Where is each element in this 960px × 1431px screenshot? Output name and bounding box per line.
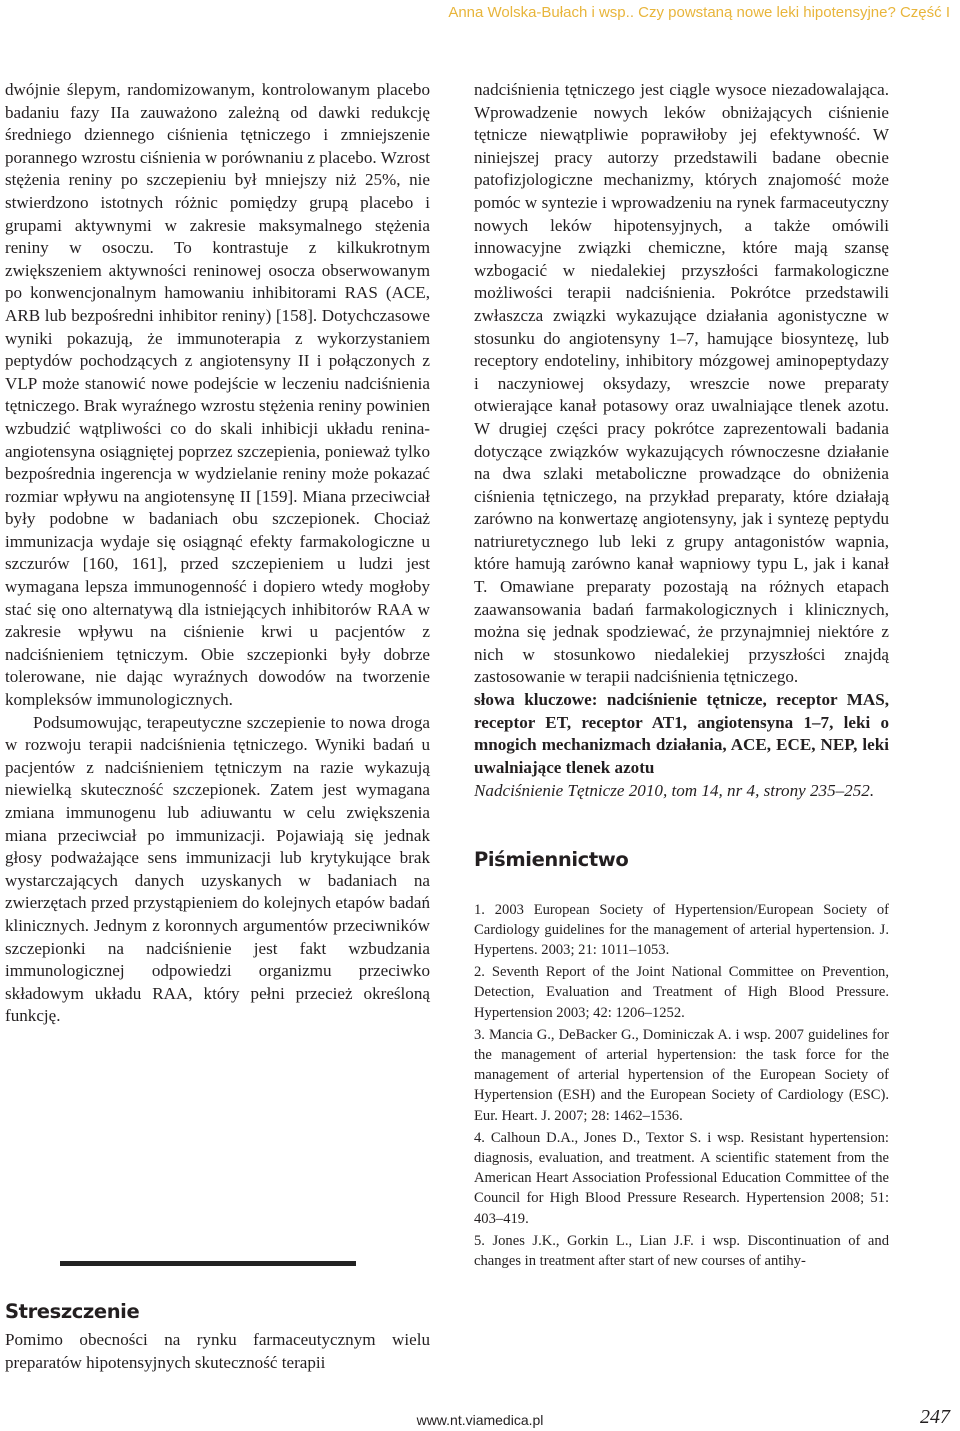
reference-item: 5. Jones J.K., Gorkin L., Lian J.F. i wsp. Discontinuation of and changes in treatment after start of new courses of antihy- — [474, 1232, 889, 1270]
abstract-text-continuation: nadciśnienia tętniczego jest ciągle wysoce niezadowalająca. Wprowadzenie nowych leków obniżających ciśnienie tętnicze niewątpliwie poprawiłoby jej efektywność. W niniejszej pracy autorzy przedstawili badane obecnie patofizjologiczne mechanizmy, których znajomość może pomóc w syntezie i wprowadzeniu na rynek farmaceutyczny nowych leków hipotensyjnych, a także omówili innowacyjne związki chemiczne, które mają szansę wzbogacić w niedalekiej przyszłości farmakologiczne możliwości terapii nadciśnienia. Pokrótce przedstawili zwłaszcza związki wykazujące działania agonistyczne w stosunku do angiotensyny 1–7, hamujące biosyntezę, lub receptory endoteliny, inhibitory mózgowej aminopeptydazy i naczyniowej oksydazy, wreszcie nowe preparaty otwierające kanał potasowy oraz uwalniające tlenek azotu. W drugiej części pracy pokrótce zaprezentowali badania dotyczące związków wykazujących równoczesne działanie na dwa szlaki metaboliczne prowadzące do obniżenia ciśnienia tętniczego, na przykład preparaty, które działają zarówno na konwertazę angiotensyny, jak i syntezę peptydu natriuretycznego lub leki z grupy antagonistów wapnia, które hamują zarówno kanał wapniowy typu L, jak i kanał T. Omawiane preparaty pozostają na różnych etapach zaawansowania badań farmakologicznych i klinicznych, można się jednak spodziewać, że przynajmniej niektóre z nich w stosunkowo niedalekiej przyszłości znajdą zastosowanie w terapii nadciśnienia tętniczego. — [474, 80, 889, 687]
keywords — [474, 689, 889, 779]
references-heading: Piśmiennictwo — [474, 848, 629, 871]
references-list — [474, 900, 889, 1272]
body-paragraph: dwójnie ślepym, randomizowanym, kontrolowanym placebo badaniu fazy IIa zauważono zależną od dawki redukcję średniego dziennego ciśnienia tętniczego i zmniejszenie porannego wzrostu ciśnienia w porównaniu z placebo. Wzrost stężenia reniny po szczepieniu był mniejszy niż 25%, nie stwierdzono istotnych różnic pomiędzy grupą placebo i grupami aktywnymi w zakresie maksymalnego stężenia reniny w osoczu. To kontrastuje z kilkukrotnym zwiększeniem aktywności reninowej osocza obserwowanym po konwencjonalnym hamowaniu inhibitorami RAS (ACE, ARB lub bezpośredni inhibitor reniny) [158]. Dotychczasowe wyniki pokazują, że immunoterapia z wykorzystaniem peptydów pochodzących z angiotensyny II i połączonych z VLP może stanowić nowe podejście w leczeniu nadciśnienia tętniczego. Brak wyraźnego wzrostu stężenia reniny powinien wzbudzić wątpliwości co do skali inhibicji układu renina-angiotensyna osiągniętej poprzez szczepienia, ponieważ tylko bezpośrednia ingerencja w wydzielanie reniny może pokazać rozmiar wpływu na angiotensynę II [159]. Miana przeciwciał były podobne w badaniach obu szczepionek. Chociaż immunizacja wydaje się osiągnąć efekty farmakologiczne u szczurów [160, 161], przed szczepieniem u ludzi jest wymagana lepsza immunogenność i dopiero wtedy mogłoby stać się ono alternatywą dla istniejących inhibitorów RAA w zakresie wpływu na ciśnienie krwi u pacjentów z nadciśnieniem tętniczym. Obie szczepionki były dobrze tolerowane, nie dając wyraźnych dowodów na tworzenie kompleksów immunologicznych. — [5, 80, 430, 710]
reference-item: 2. Seventh Report of the Joint National Committee on Prevention, Detection, Evaluation and Treatment of High Blood Pressure. Hypertension 2003; 42: 1206–1252. — [474, 964, 889, 1021]
running-header: Anna Wolska-Bułach i wsp.. Czy powstaną nowe leki hipotensyjne? Część I — [448, 4, 950, 21]
keywords-text: nadciśnienie tętnicze, receptor MAS, receptor ET, receptor AT1, angiotensyna 1–7, leki o mnogich mechanizmach działania, ACE, ECE, NEP, leki uwalniające tlenek azotu — [474, 690, 889, 777]
keywords-label: słowa kluczowe: — [474, 690, 598, 710]
abstract-text-start: Pomimo obecności na rynku farmaceutycznym wielu preparatów hipotensyjnych skuteczność terapii — [5, 1330, 430, 1372]
right-column — [474, 79, 889, 1273]
reference-item: 1. 2003 European Society of Hypertension/European Society of Cardiology guidelines for the management of arterial hypertension. J. Hypertens. 2003; 21: 1011–1053. — [474, 901, 889, 958]
footer-url: www.nt.viamedica.pl — [416, 1412, 544, 1428]
header-title: Czy powstaną nowe leki hipotensyjne? Część I — [638, 4, 950, 21]
page-number: 247 — [920, 1406, 950, 1428]
header-authors: Anna Wolska-Bułach i wsp. — [448, 4, 630, 21]
left-column — [5, 79, 430, 1028]
section-divider — [60, 1261, 356, 1266]
abstract-heading: Streszczenie — [5, 1300, 140, 1323]
reference-item: 4. Calhoun D.A., Jones D., Textor S. i wsp. Resistant hypertension: diagnosis, evaluation, and treatment. A scientific statement from the American Heart Association Professional Education Committee of the Council for High Blood Pressure Research. Hypertension 2008; 51: 403–419. — [474, 1129, 889, 1227]
reference-item: 3. Mancia G., DeBacker G., Dominiczak A. i wsp. 2007 guidelines for the management of arterial hypertension: the task force for the management of arterial hypertension of the European Society of Hypertension (ESH) and the European Society of Cardiology (ESC). Eur. Heart. J. 2007; 28: 1462–1536. — [474, 1026, 889, 1124]
citation: Nadciśnienie Tętnicze 2010, tom 14, nr 4, strony 235–252. — [474, 781, 875, 801]
body-paragraph: Podsumowując, terapeutyczne szczepienie to nowa droga w rozwoju terapii nadciśnienia tętniczego. Wyniki badań u pacjentów z nadciśnieniem tętniczym na razie wykazują niewielką skuteczność szczepionek. Zatem jest wymagana zmiana immunogenu lub adiuwantu w celu zwiększenia miana przeciwciał po immunizacji. Pojawiają się jednak głosy podważające sens immunizacji lub krytykujące brak wystarczających danych uzyskanych w badaniach na zwierzętach przed przystąpieniem do kolejnych etapów badań klinicznych. Jednym z koronnych argumentów przeciwników szczepionki na nadciśnienie jest fakt wzbudzania immunologicznej odpowiedzi organizmu przeciwko składowym układu RAA, który pełni przecież określoną funkcję. — [5, 712, 430, 1026]
